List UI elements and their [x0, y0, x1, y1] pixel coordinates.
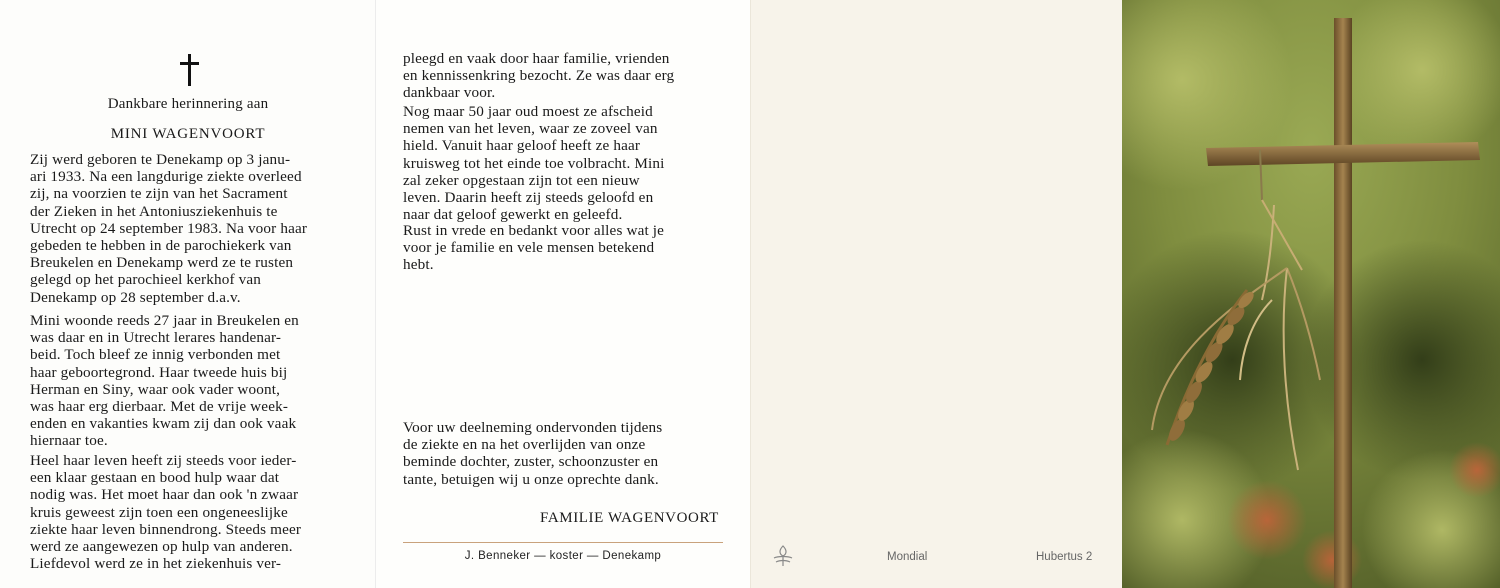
text-line: Heel haar leven heeft zij steeds voor ieder-	[30, 452, 297, 469]
text-line: naar dat geloof gewerkt en geleefd.	[403, 206, 623, 224]
memorial-photo	[1122, 0, 1500, 588]
text-line: pleegd en vaak door haar familie, vrienden	[403, 50, 670, 67]
biography-paragraph	[30, 452, 350, 572]
biography-paragraph	[30, 312, 350, 450]
text-line: Herman en Siny, waar ook vader woont,	[30, 380, 281, 398]
text-line: dankbaar voor.	[403, 84, 496, 102]
text-line: de ziekte en na het overlijden van onze	[403, 436, 646, 454]
text-line: kruis geweest zijn toen een ongeneeslijke	[30, 503, 288, 521]
text-line: enden en vakanties kwam zij dan ook vaak	[30, 415, 297, 433]
card-back-panel	[750, 0, 1122, 588]
text-line: ari 1933. Na een langdurige ziekte overleed	[30, 168, 302, 186]
text-line: zal zeker opgestaan zijn tot een nieuw	[403, 171, 640, 189]
biography-paragraph	[403, 50, 723, 102]
text-line: zij, na voorzien te zijn van het Sacrament	[30, 185, 288, 203]
family-signature: FAMILIE WAGENVOORT	[540, 510, 719, 526]
text-line: ziekte haar leven binnendrong. Steeds meer	[30, 520, 302, 538]
biography-paragraph	[30, 151, 350, 306]
text-line: Liefdevol werd ze in het ziekenhuis ver-	[30, 555, 282, 573]
publisher-logo-icon	[770, 544, 796, 568]
text-line: gelegd op het parochieel kerkhof van	[30, 271, 262, 289]
text-line: Mini woonde reeds 27 jaar in Breukelen en	[30, 312, 299, 329]
text-line: was haar erg dierbaar. Met de vrije week-	[30, 398, 289, 416]
fold-divider	[750, 0, 751, 588]
biography-paragraph	[403, 103, 723, 223]
text-line: Rust in vrede en bedankt voor alles wat je	[403, 222, 665, 239]
cross-icon	[178, 54, 202, 86]
text-line: haar geboortegrond. Haar tweede huis bij	[30, 363, 288, 381]
acknowledgement-paragraph	[403, 419, 723, 488]
text-line: hield. Vanuit haar geloof heeft ze haar	[403, 137, 641, 155]
card-code: Hubertus 2	[1036, 551, 1093, 563]
printer-divider	[403, 542, 723, 543]
biography-paragraph	[403, 222, 723, 274]
text-line: hiernaar toe.	[30, 432, 108, 450]
cross-and-wheat-photo	[1122, 0, 1500, 588]
text-line: een klaar gestaan en bood hulp waar dat	[30, 469, 280, 487]
thanks-intro: Dankbare herinnering aan	[107, 96, 269, 112]
text-line: hebt.	[403, 256, 434, 274]
text-line: der Zieken in het Antoniusziekenhuis te	[30, 202, 278, 220]
text-line: beminde dochter, zuster, schoonzuster en	[403, 453, 659, 471]
text-line: Voor uw deelneming ondervonden tijdens	[403, 419, 663, 436]
text-line: Nog maar 50 jaar oud moest ze afscheid	[403, 103, 653, 120]
card-left-panel	[0, 0, 375, 588]
text-line: was daar en in Utrecht lerares handenar-	[30, 329, 282, 347]
text-line: en kennissenkring bezocht. Ze was daar erg	[403, 67, 675, 85]
text-line: kruisweg tot het einde toe volbracht. Mini	[403, 154, 665, 172]
publisher-name: Mondial	[887, 551, 928, 563]
printer-credit: J. Benneker — koster — Denekamp	[464, 550, 662, 562]
text-line: werd ze aangewezen op hulp van anderen.	[30, 538, 293, 556]
text-line: beid. Toch bleef ze innig verbonden met	[30, 346, 281, 364]
text-line: Breukelen en Denekamp werd ze te rusten	[30, 254, 294, 272]
text-line: leven. Daarin heeft zij steeds geloofd en	[403, 189, 654, 207]
text-line: nemen van het leven, waar ze zoveel van	[403, 120, 658, 138]
text-line: nodig was. Het moet haar dan ook 'n zwaar	[30, 486, 299, 504]
text-line: tante, betuigen wij u onze oprechte dank.	[403, 470, 659, 488]
text-line: voor je familie en vele mensen betekend	[403, 239, 655, 257]
text-line: Denekamp op 28 september d.a.v.	[30, 288, 241, 306]
text-line: Utrecht op 24 september 1983. Na voor haar	[30, 219, 308, 237]
deceased-name: MINI WAGENVOORT	[110, 126, 266, 142]
text-line: gebeden te hebben in de parochiekerk van	[30, 237, 292, 255]
text-line: Zij werd geboren te Denekamp op 3 janu-	[30, 151, 291, 168]
